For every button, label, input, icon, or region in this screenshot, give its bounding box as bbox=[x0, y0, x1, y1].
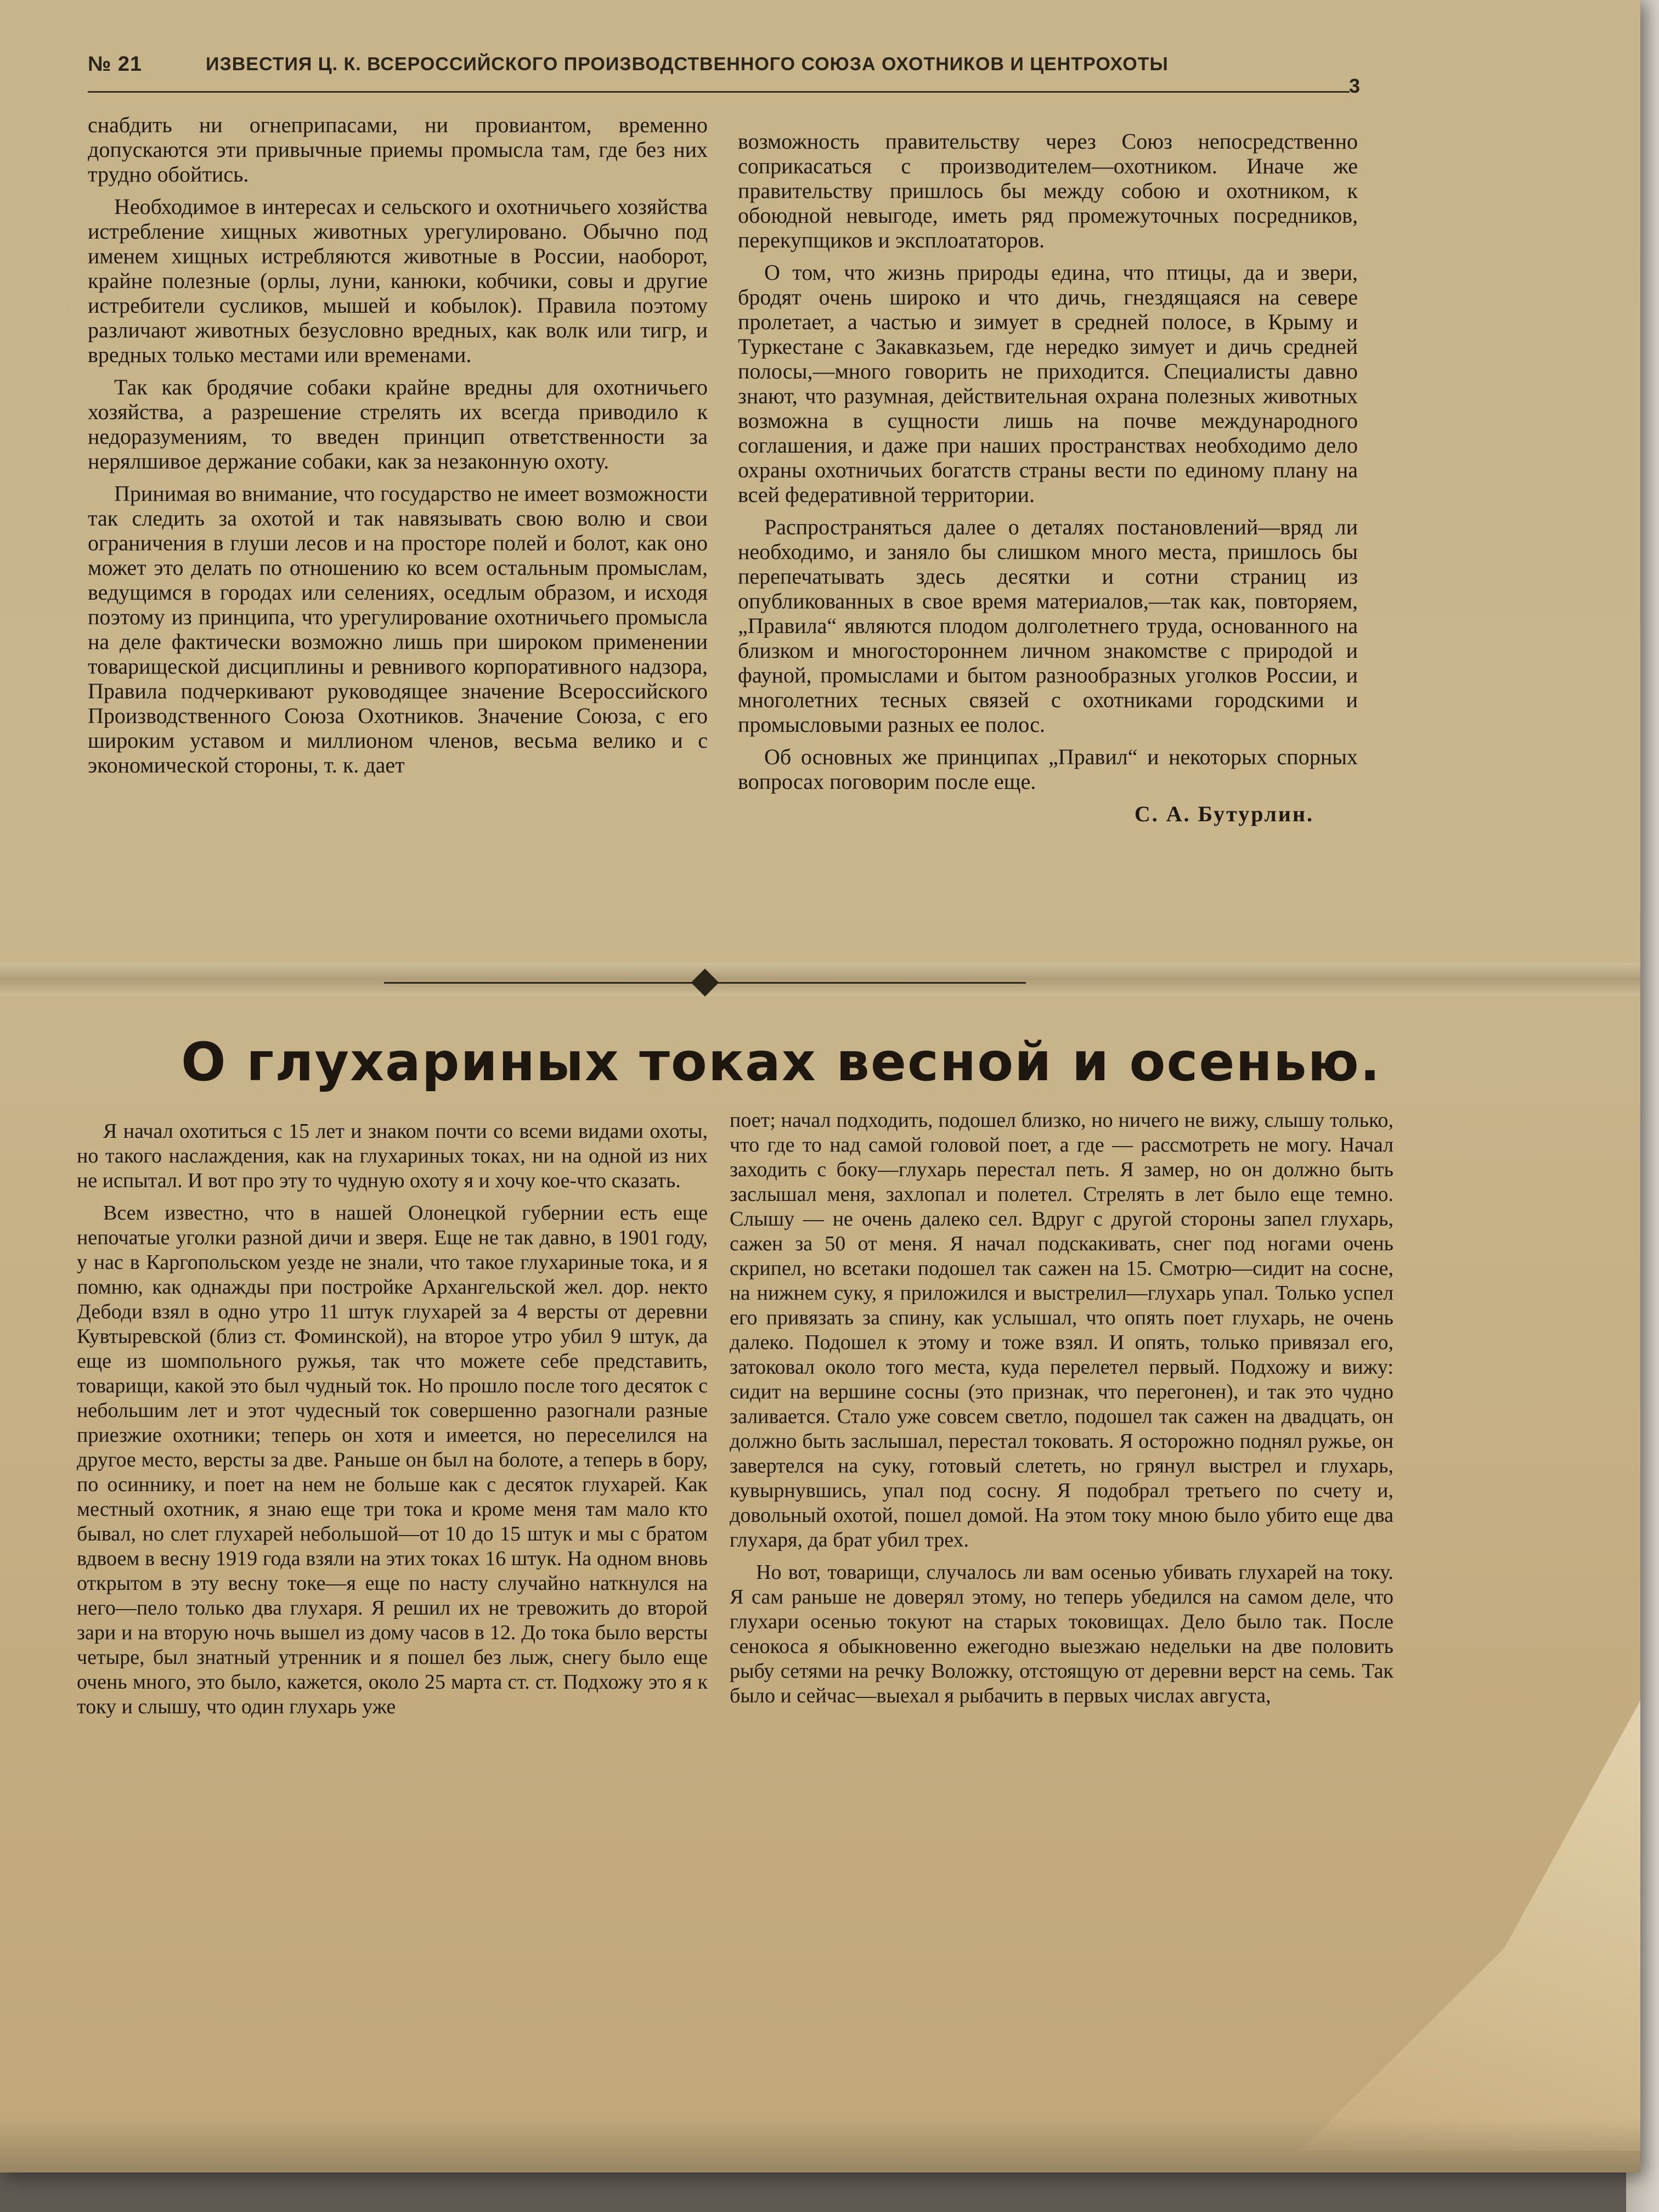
paragraph: Всем известно, что в нашей Олонецкой губернии есть еще непочатые уголки разной дичи и зверя. Еще не так давно, в 1901 году, у нас в Каргопольском уезде не знали, что такое глухариные тока, и я помню, как однажды при постройке Архангельской жел. дор. некто Дебоди взял в одно утро 11 штук глухарей за 4 версты от деревни Кувтыревской (близ ст. Фоминской), на второе утро убил 9 штук, да еще из шомпольного ружья, так что можете себе представить, товарищи, какой это был чудный ток. Но прошло после того десяток с небольшим лет и этот чудесный ток совершенно разогнали разные приезжие охотники; теперь он хотя и имеется, но переселился на другое место, версты за две. Раньше он был на болоте, а теперь в бору, по осиннику, и поет на нем не больше как с десяток глухарей. Как местный охотник, я знаю еще три тока и кроме меня там мало кто бывал, но слет глухарей небольшой—от 10 до 15 штук и мы с братом вдвоем в весну 1919 года взяли на этих токах 16 штук. На одном вновь открытом в эту весну токе—я еще по насту случайно наткнулся на него—пело только два глухаря. Я решил их не тревожить до второй зари и на вторую ночь вышел из дому часов в 12. До тока было версты четыре, был знатный утренник и я пошел без лыж, снегу было еще очень много, это было, кажется, около 25 марта ст. ст. Подхожу это я к току и слышу, что один глухарь уже bbox=[77, 1201, 708, 1718]
publication-title: ИЗВЕСТИЯ Ц. К. ВСЕРОССИЙСКОГО ПРОИЗВОДСТВЕННОГО СОЮЗА ОХОТНИКОВ И ЦЕНТРОХОТЫ bbox=[206, 54, 1169, 75]
paragraph: поет; начал подходить, подошел близко, но ничего не вижу, слышу только, что где то над самой головой поет, а где — рассмотреть не могу. Начал заходить с боку—глухарь перестал петь. Я замер, но он должно быть заслышал меня, захлопал и полетел. Стрелять в лет было еще темно. Слышу — не очень далеко сел. Вдруг с другой стороны запел глухарь, сажен за 50 от меня. Я начал подскакивать, снег под ногами очень скрипел, но всетаки подошел так сажен на 15. Смотрю—сидит на сосне, на нижнем суку, я приложился и выстрелил—глухарь упал. Только успел его привязать за спину, как услышал, что опять поет глухарь, не очень далеко. Подошел к этому и тоже взял. И опять, только привязал его, затоковал около того места, куда перелетел первый. Подхожу и вижу: сидит на вершине сосны (это признак, что перегонен), и так это чудно заливается. Стало уже совсем светло, подошел так сажен на двадцать, он должно быть заслышал, перестал токовать. Я осторожно поднял ружье, он завертелся на суку, готовый слететь, но грянул выстрел и глухарь, кувырнувшись, упал под сосну. Я подобрал третьего по счету и, довольный охотой, пошел домой. На этом току мною было убито еще два глухаря, да брат убил трех. bbox=[730, 1109, 1393, 1551]
article-left-column bbox=[77, 1119, 708, 1727]
article-right-column bbox=[730, 1108, 1393, 1716]
top-article-right-column bbox=[738, 129, 1358, 826]
page-number: 3 bbox=[1348, 75, 1361, 97]
paragraph: Принимая во внимание, что государство не имеет возможности так следить за охотой и так навязывать свою волю и свои ограничения в глуши лесов и на просторе полей и болот, как оно может это делать по отношению ко всем остальным промыслам, ведущимся в городах или селениях, оседлым образом, и исходя поэтому из принципа, что урегулирование охотничьего промысла на деле фактически возможно лишь при широком применении товарищеской дисциплины и ревнивого корпоративного надзора, Правила подчеркивают руководящее значение Всероссийского Производственного Союза Охотников. Значение Союза, с его широким уставом и миллионом членов, весьма велико и с экономической стороны, т. к. дает bbox=[88, 481, 708, 777]
paragraph: Я начал охотиться с 15 лет и знаком почти со всеми видами охоты, но такого наслаждения, как на глухариных токах, ни на одной из них не испытал. И вот про эту то чудную охоту я и хочу кое-что сказать. bbox=[77, 1120, 708, 1192]
paragraph: Распространяться далее о деталях постановлений—вряд ли необходимо, и заняло бы слишком много места, пришлось бы перепечатывать здесь десятки и сотни страниц из опубликованных в свое время материалов,—так как, повторяем, „Правила“ являются плодом долголетнего труда, основанного на близком и многостороннем личном знакомстве с природой и фауной, промыслами и бытом разнообразных уголков России, и многолетних тесных связей с охотниками городскими и промысловыми разных ее полос. bbox=[738, 515, 1358, 737]
paragraph: снабдить ни огнеприпасами, ни провиантом, временно допускаются эти привычные приемы промысла там, где без них трудно обойтись. bbox=[88, 112, 708, 187]
running-head bbox=[88, 53, 1361, 97]
paragraph: О том, что жизнь природы едина, что птицы, да и звери, бродят очень широко и что дичь, гнездящаяся на севере пролетает, а частью и зимует в средней полосе, в Крыму и Туркестане с Закавказьем, где нередко зимует и дичь средней полосы,—много говорить не приходится. Специалисты давно знают, что разумная, действительная охрана полезных животных возможна в сущности лишь на почве международного соглашения, и даже при наших пространствах необходимо дело охраны охотничьих богатств страны вести по единому плану на всей федеративной территории. bbox=[738, 260, 1358, 507]
torn-bottom-edge bbox=[0, 2118, 1640, 2172]
top-article-left-column bbox=[88, 112, 708, 785]
paragraph: Но вот, товарищи, случалось ли вам осенью убивать глухарей на току. Я сам раньше не доверял этому, но теперь убедился на самом деле, что глухари осенью токуют на старых токовищах. Дело было так. После сенокоса я обыкновенно ежегодно выезжаю недельки на две половить рыбу сетями на речку Воложку, отстоящую от деревни верст на семь. Так было и сейчас—выехал я рыбачить в первых числах августа, bbox=[730, 1561, 1393, 1707]
paragraph: Об основных же принципах „Правил“ и некоторых спорных вопросах поговорим после еще. bbox=[738, 744, 1358, 794]
article-headline: О глухариных токах весной и осенью. bbox=[181, 1031, 1381, 1093]
issue-number: № 21 bbox=[88, 53, 143, 76]
paragraph: Необходимое в интересах и сельского и охотничьего хозяйства истребление хищных животных урегулировано. Обычно под именем хищных истребляются животные в России, наоборот, крайне полезные (орлы, луни, канюки, кобчики, совы и другие истребители сусликов, мышей и кобылок). Правила поэтому различают животных безусловно вредных, как волк или тигр, и вредных только местами или временами. bbox=[88, 194, 708, 367]
paragraph: возможность правительству через Союз непосредственно соприкасаться с производителем—охотником. Иначе же правительству пришлось бы между собою и охотником, к обоюдной невыгоде, иметь ряд промежуточных посредников, перекупщиков и эксплоататоров. bbox=[738, 129, 1358, 252]
author-signature: С. А. Бутурлин. bbox=[1134, 802, 1314, 826]
section-divider bbox=[384, 979, 1026, 986]
paragraph: Так как бродячие собаки крайне вредны для охотничьего хозяйства, а разрешение стрелять их всегда приводило к недоразумениям, то введен принцип ответственности за нерялшивое держание собаки, как за незаконную охоту. bbox=[88, 375, 708, 473]
folded-corner bbox=[1300, 1701, 1640, 2151]
